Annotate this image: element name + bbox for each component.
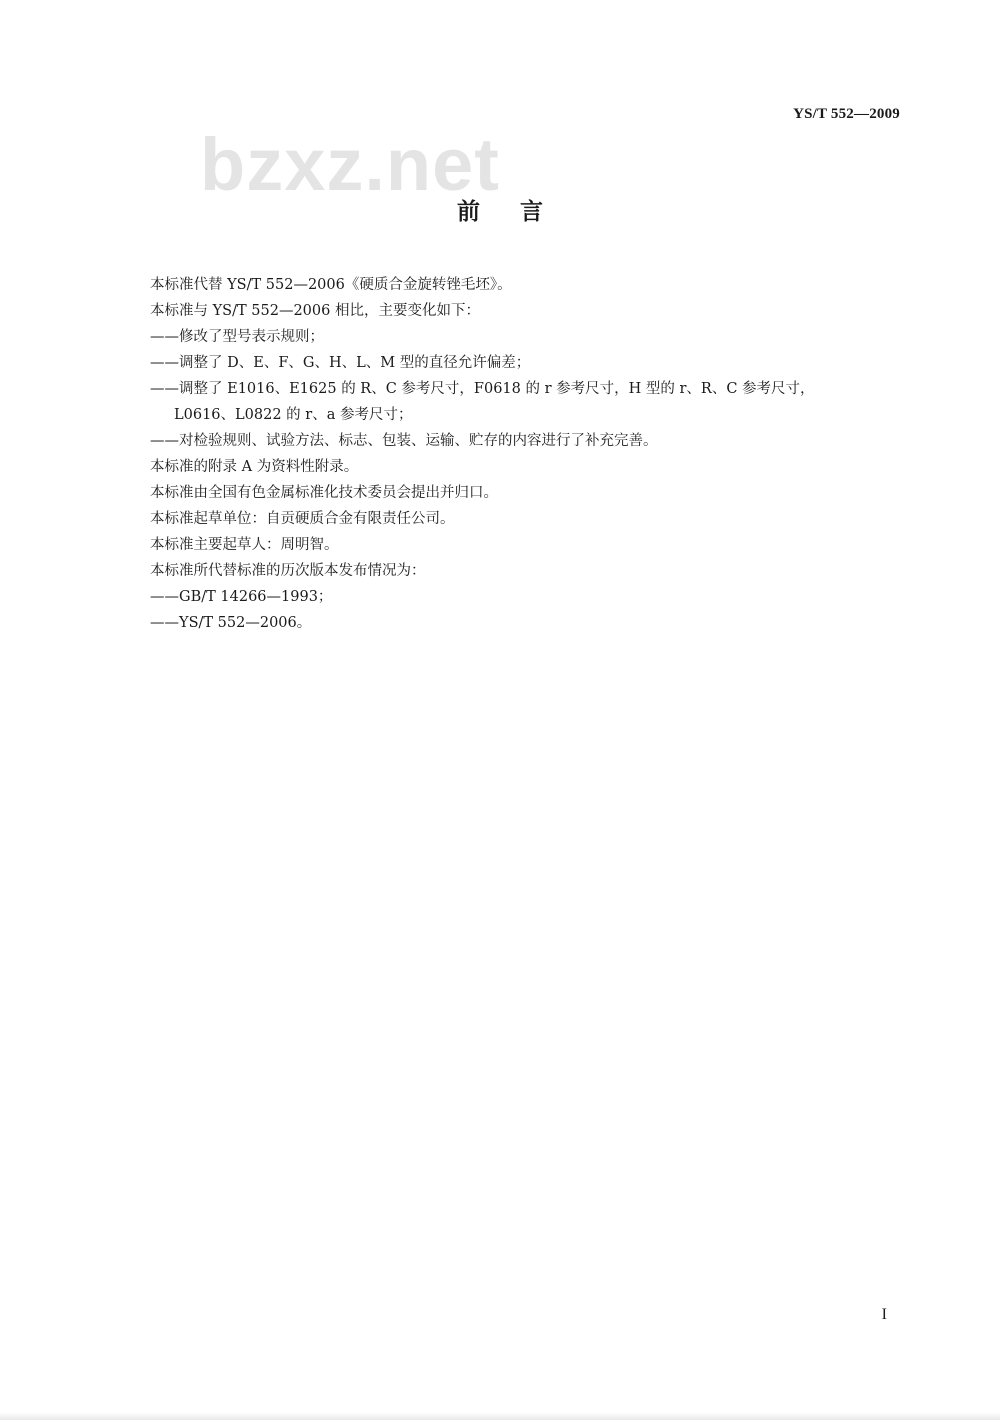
body-line: ——对检验规则、试验方法、标志、包装、运输、贮存的内容进行了补充完善。 — [150, 433, 658, 449]
body-line: 本标准代替 YS/T 552—2006《硬质合金旋转锉毛坯》。 — [150, 277, 512, 293]
page-number: I — [881, 1306, 887, 1323]
page-title: 前言 — [457, 199, 583, 225]
body-line: ——修改了型号表示规则； — [150, 329, 324, 345]
body-line: ——调整了 E1016、E1625 的 R、C 参考尺寸，F0618 的 r 参考尺寸，H 型的 r、R、C 参考尺寸， — [150, 381, 815, 397]
body-line: 本标准由全国有色金属标准化技术委员会提出并归口。 — [150, 485, 498, 501]
body-line: 本标准的附录 A 为资料性附录。 — [150, 459, 359, 475]
body-line: 本标准起草单位：自贡硬质合金有限责任公司。 — [150, 511, 455, 527]
body-line: ——GB/T 14266—1993； — [150, 589, 333, 605]
body-line: 本标准主要起草人：周明智。 — [150, 537, 339, 553]
body-line: ——YS/T 552—2006。 — [150, 615, 312, 631]
body-line: L0616、L0822 的 r、a 参考尺寸； — [174, 407, 413, 423]
body-line: 本标准与 YS/T 552—2006 相比，主要变化如下： — [150, 303, 480, 319]
page-edge-shadow — [0, 1412, 1000, 1420]
standard-number: YS/T 552—2009 — [793, 106, 900, 122]
body-line: ——调整了 D、E、F、G、H、L、M 型的直径允许偏差； — [150, 355, 531, 371]
foreword-body — [150, 272, 902, 636]
watermark: bzxz.net — [200, 123, 500, 206]
body-line: 本标准所代替标准的历次版本发布情况为： — [150, 563, 426, 579]
